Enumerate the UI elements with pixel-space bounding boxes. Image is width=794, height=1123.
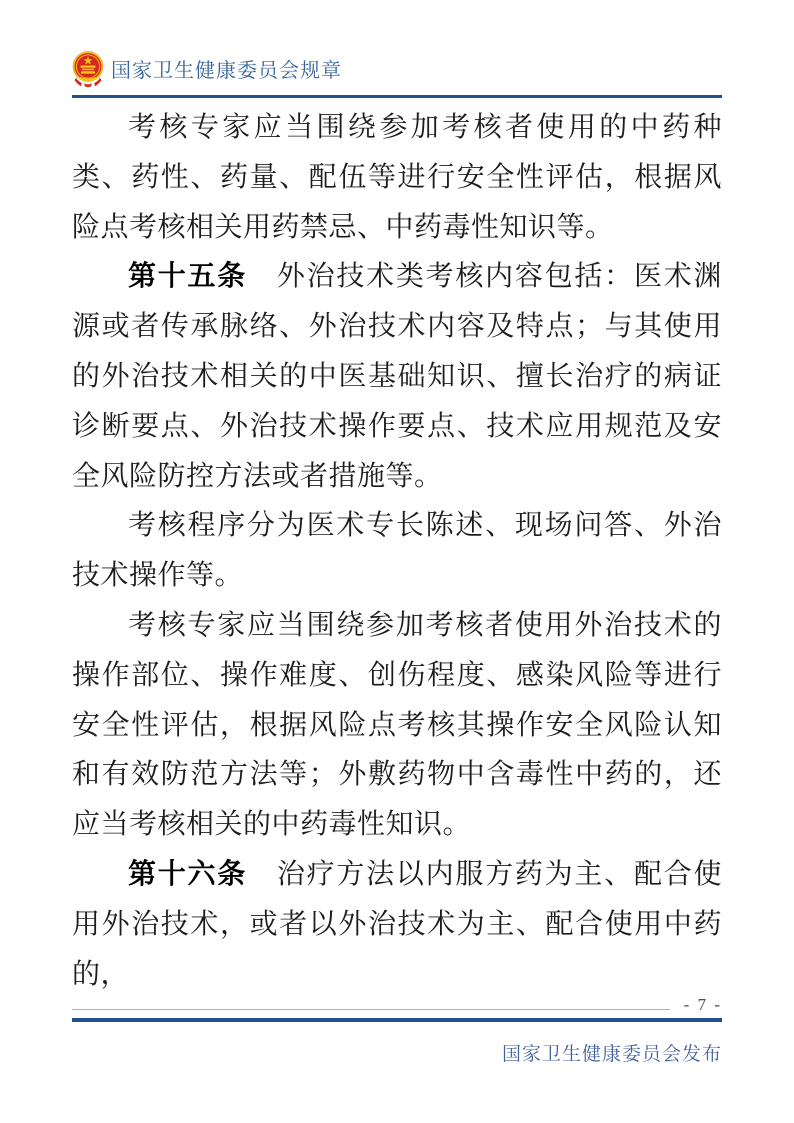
header-divider — [72, 95, 722, 98]
page-number-row — [72, 994, 722, 1016]
article-number: 第十五条 — [128, 261, 248, 293]
footer-thin-divider — [72, 1009, 670, 1010]
page-number: - 7 - — [683, 995, 722, 1014]
paragraph: 第十五条 外治技术类考核内容包括：医术渊源或者传承脉络、外治技术内容及特点；与其使用的外治技术相关的中医基础知识、擅长治疗的病证诊断要点、外治技术操作要点、技术应用规范及安全风险防控方法或者措施等。 — [72, 261, 722, 492]
paragraph: 考核专家应当围绕参加考核者使用外治技术的操作部位、操作难度、创伤程度、感染风险等进行安全性评估，根据风险点考核其操作安全风险认知和有效防范方法等；外敷药物中含毒性中药的，还应当考核相关的中药毒性知识。 — [72, 609, 722, 841]
document-body — [72, 103, 722, 999]
national-emblem-icon — [72, 50, 104, 87]
footer-divider — [72, 1018, 722, 1022]
paragraph: 考核专家应当围绕参加考核者使用的中药种类、药性、药量、配伍等进行安全性评估，根据风险点考核相关用药禁忌、中药毒性知识等。 — [72, 112, 722, 243]
paragraph: 考核程序分为医术专长陈述、现场问答、外治技术操作等。 — [72, 510, 722, 592]
header-title: 国家卫生健康委员会规章 — [111, 60, 342, 82]
page-header — [72, 50, 722, 87]
publisher-label: 国家卫生健康委员会发布 — [501, 1044, 722, 1065]
article-number: 第十六条 — [128, 858, 248, 890]
page-footer — [72, 994, 722, 1066]
paragraph: 第十六条 治疗方法以内服方药为主、配合使用外治技术，或者以外治技术为主、配合使用中药的， — [72, 858, 722, 990]
